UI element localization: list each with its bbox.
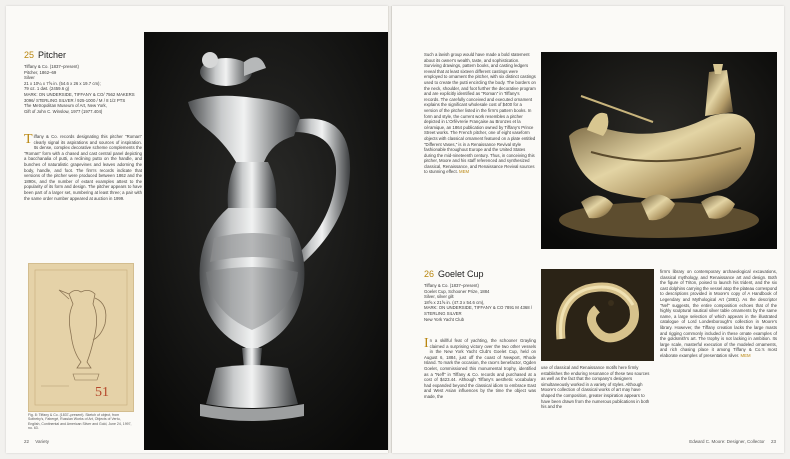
left-page [6, 6, 388, 453]
pitcher-sketch-figure [28, 263, 134, 412]
meta-line: Silver, silver gilt [424, 294, 454, 300]
running-head: Variety [35, 439, 49, 444]
running-head: Edward C. Moore: Designer, Collector [689, 439, 765, 444]
dolphin-detail-photo [541, 269, 654, 361]
meta-line: The Metropolitan Museum of Art, New York, [24, 103, 107, 109]
meta-line: Tiffany & Co. (1837–present) [24, 64, 79, 69]
entry-26-right-column [660, 269, 777, 359]
pitcher-illustration [144, 32, 388, 450]
left-folio [24, 439, 49, 444]
meta-line: 79 oz. 1 dwt. (2459.6 g) [24, 86, 70, 92]
entry-25-heading [24, 50, 66, 60]
entry-25-body [24, 134, 142, 201]
meta-line: MARK: ON UNDERSIDE, TIFFANY & CO/ 7562 MAKERS 3096/ STERLING SILVER / 925-1000 / M / 8 1/2 PTS [24, 91, 135, 103]
entry-25-metadata [24, 64, 142, 114]
pitcher-sketch-drawing [29, 264, 133, 411]
author-initials: MEM [740, 352, 751, 358]
sketch-number: 51 [95, 385, 109, 400]
entry-number: 25 [24, 50, 35, 60]
pitcher-photo [144, 32, 388, 450]
meta-line: Goelet Cup, Schooner Prize, 1884 [424, 288, 490, 294]
meta-line: Gift of John C. Winslow, 1977 (1977.404) [24, 108, 103, 114]
entry-26-heading [424, 269, 484, 279]
right-column-text: firm's library on contemporary archaeological excavations, classical mythology, and Renaissance art and design. Both the figure of Triton, poised to launch his trident, and the six cast dolphins carrying the vessel atop the plateau correspond to descriptions provided in Moore's copy of A Handbook of Legendary and Mythological Art (1881). As the descriptor "Nef" suggests, the entire composition echoes that of the highly sculptural nautical silver table ornaments by the same name, a large selection of which appears in the illustrated catalogue of Lord Londesborough's collection in Moore's library. However, the Tiffany creation lacks the large masts and rigging commonly included in these ornate examples of the goldsmith's art. The trophy is not lacking in ambition. Its large scale, masterful execution of the modeled ornaments, and rich chasing place it among Tiffany & Co.'s most elaborate examples of presentation silver. [660, 269, 777, 358]
meta-line: MARK: ON UNDERSIDE, TIFFANY & CO 7891 M 4368 / STERLING SILVER [424, 305, 533, 316]
drop-cap: T [24, 132, 33, 147]
entry-title: Pitcher [38, 50, 67, 60]
meta-line: Silver [24, 75, 35, 81]
author-initials: MEM [459, 169, 470, 175]
meta-line: Pitcher, 1862–69 [24, 69, 57, 75]
page-number: 22 [24, 439, 30, 444]
entry-title: Goelet Cup [438, 269, 484, 279]
page-number: 23 [770, 439, 776, 444]
dolphin-detail-illustration [541, 269, 654, 361]
entry-25-continuation [424, 52, 536, 175]
figure-caption: Fig. 8: Tiffany & Co. (1837–present). Sketch of object, from Sotheby's, Fabergé, Russian Works of Art, Objects of Vertu, English, Continental and American Silver and Gold, June 24, 1997, no. 63. [28, 413, 132, 431]
entry-26-middle-column: use of classical and Renaissance motifs here firmly establishes the enduring resonance of these two sources as well as the fact that the company's designers simultaneously worked in a variety of styles. Although Moore's collection of classical works of art may have shaped the composition, greater inspiration appears to have been drawn from the numerous publications in both his and the [541, 365, 650, 410]
entry-26-body-text: n a skillful feat of yachting, the schooner Grayling claimed a surprising victory over the two other vessels in the New York Yacht Club's Goelet Cup, held on August 6, 1884, just off the coast of Newport, Rhode Island. To mark the occasion, the race's benefactor, Ogden Goelet, commissioned this monumental trophy, identified as a "Neff" in Tiffany & Co. records and purchased at a cost of $423.44. Although Tiffany's aesthetic vocabulary had expanded beyond the classical idiom to embrace East and West Asian influences by the time the object was made, the [424, 338, 536, 399]
continuation-text: Such a lavish group would have made a bold statement about its owner's wealth, taste, and sophistication. Surviving drawings, pattern books, and casting ledgers reveal that at least sixteen different castings were employed to ornament the pitcher, with six distinct castings used to create the putti encircling the body. The borders on the neck, shoulder, and foot further the decorative program and are explicitly identified as "Roman" in Tiffany's records. The carefully conceived and executed ornament explains the significant wholesale cost of $400 for a version of the pitcher listed in the firm's pattern books. In form and style, the current work resembles a pitcher depicted in L'Orfèvrerie Française au Bronzes et la céramique, an 1864 publication owned by Tiffany's Prince Street works. The French pitcher, one of eight vaseform objects with classical ornament featured on a plate entitled "Different Vases," is in a Renaissance Revival style fashionable throughout Europe and the United States during the mid-nineteenth century. Thus, in conceiving this pitcher, Moore and his staff referenced and synthesized classical, Renaissance, and Renaissance Revival sources to stunning effect. [424, 52, 536, 175]
meta-line: New York Yacht Club [424, 316, 464, 322]
entry-25-body-text: iffany & Co. records designating this pitcher "Roman" clearly signal its aspirations and sources of inspiration. Its dense, complex decorative scheme complements the "Roman" form with a chased and cast central panel depicting a bacchanalia of putti, a reclining putto on the handle, and bunches of naturalistic grapevines and leaves adorning the body, handle, and foot. The firm's records indicate that versions of the pitcher were produced between 1862 and the 1890s, and the number of extant examples attest to the popularity of its form and design. The pitcher appears to have been part of a larger set, numbering at least three; a pair with the same order number appeared at auction in 1999. [24, 134, 142, 201]
drop-cap: I [424, 336, 429, 351]
meta-line: 21 x 10¼ x 7⅝ in. (54.6 x 26 x 19.7 cm); [24, 80, 101, 86]
right-page [392, 6, 784, 453]
right-folio [689, 439, 776, 444]
meta-line: Tiffany & Co. (1837–present) [424, 283, 479, 288]
meta-line: 18⅝ x 21⅝ in. (47.3 x 54.6 cm), [424, 299, 485, 305]
entry-26-metadata [424, 283, 536, 322]
entry-number: 26 [424, 269, 435, 279]
goelet-cup-photo [541, 52, 777, 249]
goelet-cup-illustration [541, 52, 777, 249]
entry-26-body [424, 338, 536, 400]
